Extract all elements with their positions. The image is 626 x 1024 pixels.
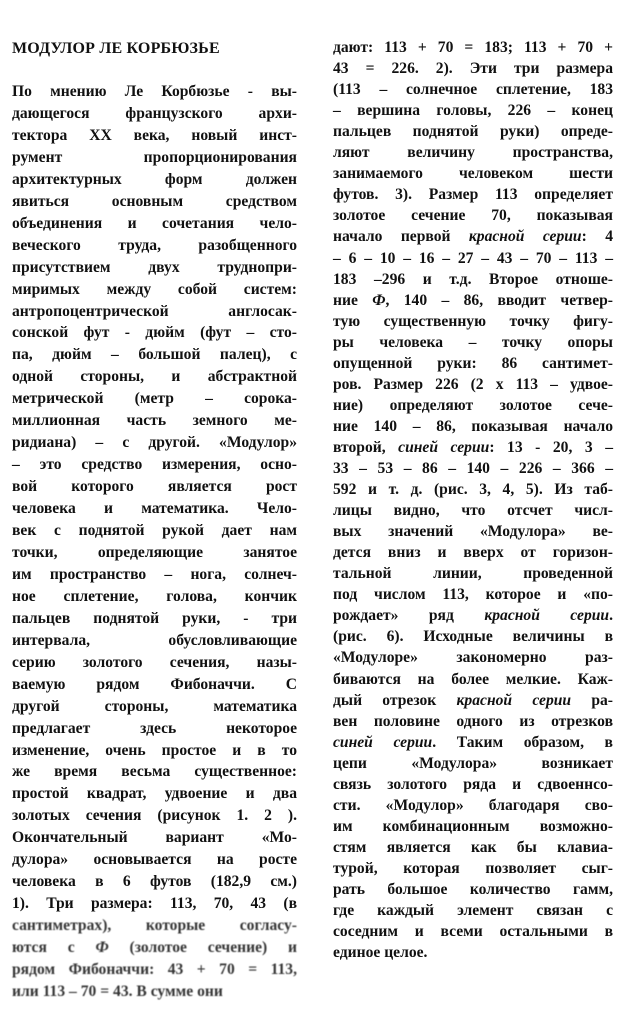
text-line: вен половине одного из отрезков	[333, 712, 613, 730]
text-line: – 6 – 10 – 16 – 27 – 43 – 70 – 113 –	[333, 249, 613, 267]
text-line: золотое сечение 70, показывая	[333, 207, 613, 225]
text-line: цепи «Модулора» возникает	[333, 754, 613, 772]
text-line: лицы видно, что отсчет числ-	[333, 502, 613, 520]
text-line: па, дюйм – большой палец), с	[12, 346, 297, 364]
text-line: век с поднятой рукой дает нам	[12, 522, 297, 539]
text-line: ров. Размер 226 (2 х 113 – удвое-	[333, 375, 613, 393]
text-line: 592 и т. д. (рис. 3, 4, 5). Из таб-	[333, 481, 613, 499]
text-line: биваются на более мелкие. Каж-	[333, 670, 613, 688]
text-line: веческого труда, разобщенного	[12, 236, 297, 254]
text-line: им пространство – нога, солнеч-	[12, 565, 297, 583]
text-line: «Модулоре» закономерно раз-	[333, 649, 613, 667]
text-line: или 113 – 70 = 43. В сумме они	[12, 982, 223, 1000]
text-line: серию золотого сечения, назы-	[12, 653, 297, 671]
text-line: 33 – 53 – 86 – 140 – 226 – 366 –	[333, 460, 613, 477]
text-line: где каждый элемент связан с	[333, 902, 613, 920]
text-line: дый отрезок красной серии ра-	[333, 691, 613, 709]
text-line: 183 –296 и т.д. Второе отноше-	[333, 270, 613, 288]
text-line: ваемую рядом Фибоначчи. С	[12, 675, 297, 693]
text-line: синей серии. Таким образом, в	[333, 733, 613, 751]
text-line: занимаемого человеком шести	[333, 165, 613, 183]
text-line: объединения и сочетания чело-	[12, 214, 297, 232]
text-line: сти. «Модулор» благодаря сво-	[333, 796, 613, 814]
text-line: человека и математика. Чело-	[12, 500, 297, 518]
text-line: метрической (метр – сорока-	[12, 390, 297, 408]
text-line: 1). Три размера: 113, 70, 43 (в	[12, 895, 297, 913]
text-line: тальной линии, проведенной	[333, 565, 613, 583]
text-line: изменение, очень простое и в то	[12, 741, 297, 759]
text-line: сантиметрах), которые согласу-	[12, 917, 297, 935]
text-line: явиться основным средством	[12, 192, 297, 210]
text-line: дают: 113 + 70 = 183; 113 + 70 +	[333, 39, 613, 56]
text-line: под числом 113, которое и «по-	[333, 586, 613, 604]
text-line: ние 140 – 86, показывая начало	[333, 417, 613, 435]
text-line: опущенной руки: 86 сантимет-	[333, 354, 613, 372]
text-line: рать большое количество гамм,	[333, 881, 613, 898]
text-line: футов. 3). Размер 113 определяет	[333, 186, 613, 204]
text-line: миримых между собой систем:	[12, 280, 297, 298]
page-title: МОДУЛОР ЛЕ КОРБЮЗЬЕ	[12, 40, 220, 57]
text-line: ются с Ф (золотое сечение) и	[12, 939, 297, 957]
text-line: вых значений «Модулора» ве-	[333, 523, 613, 541]
text-line: второй, синей серии: 13 - 20, 3 –	[333, 438, 613, 456]
text-line: начало первой красной серии: 4	[333, 228, 613, 246]
text-line: ры человека – точку опоры	[333, 333, 613, 351]
text-line: дется вниз и вверх от горизон-	[333, 544, 613, 562]
text-line: рождает» ряд красной серии.	[333, 607, 613, 625]
text-line: рядом Фибоначчи: 43 + 70 = 113,	[12, 961, 297, 978]
text-line: точки, определяющие занятое	[12, 543, 297, 561]
text-line: предлагает здесь некоторое	[12, 719, 297, 737]
text-line: Окончательный вариант «Мо-	[12, 829, 297, 847]
text-line: тую существенную точку фигу-	[333, 312, 613, 330]
text-line: соседним и всеми остальными в	[333, 923, 613, 941]
text-line: связь золотого ряда и сдвоеннсо-	[333, 775, 613, 793]
text-line: пальцев поднятой руки, - три	[12, 609, 297, 627]
text-line: 43 = 226. 2). Эти три размера	[333, 60, 613, 78]
text-line: сонской фут - дюйм (фут – сто-	[12, 324, 297, 342]
text-line: дающегося французского архи-	[12, 104, 297, 122]
text-line: стям является как бы клавиа-	[333, 838, 613, 856]
text-line: румент пропорционирования	[12, 148, 297, 166]
text-line: ридиана) – с другой. «Модулор»	[12, 434, 297, 452]
text-line: (113 – солнечное сплетение, 183	[333, 81, 613, 99]
text-line: человека в 6 футов (182,9 см.)	[12, 873, 297, 891]
text-line: другой стороны, математика	[12, 697, 297, 715]
text-line: ние Ф, 140 – 86, вводит четвер-	[333, 291, 613, 309]
text-line: присутствием двух труднопри-	[12, 258, 297, 276]
text-line: пальцев поднятой руки) опреде-	[333, 123, 613, 141]
text-line: вой которого является рост	[12, 478, 297, 496]
text-line: турой, которая позволяет сыг-	[333, 859, 613, 877]
text-line: тектора XX века, новый инст-	[12, 126, 297, 144]
text-line: золотых сечения (рисунок 1. 2 ).	[12, 807, 297, 825]
text-line: (рис. 6). Исходные величины в	[333, 628, 613, 646]
text-line: миллионная часть земного ме-	[12, 412, 297, 430]
text-line: антропоцентрической англосак-	[12, 302, 297, 320]
text-line: одной стороны, и абстрактной	[12, 368, 297, 386]
text-line: архитектурных форм должен	[12, 170, 297, 188]
text-line: По мнению Ле Корбюзье - вы-	[12, 83, 297, 100]
text-line: им комбинационным возможно-	[333, 817, 613, 835]
text-line: же время весьма существенное:	[12, 763, 297, 781]
text-line: простой квадрат, удвоение и два	[12, 785, 297, 803]
text-line: ляют величину пространства,	[333, 144, 613, 162]
text-line: ние) определяют золотое сече-	[333, 396, 613, 414]
text-line: ное сплетение, голова, кончик	[12, 587, 297, 605]
text-line: – вершина головы, 226 – конец	[333, 102, 613, 120]
text-line: интервала, обусловливающие	[12, 631, 297, 649]
text-line: дулора» основывается на росте	[12, 851, 297, 869]
text-line: единое целое.	[333, 944, 428, 962]
text-line: – это средство измерения, осно-	[12, 456, 297, 474]
